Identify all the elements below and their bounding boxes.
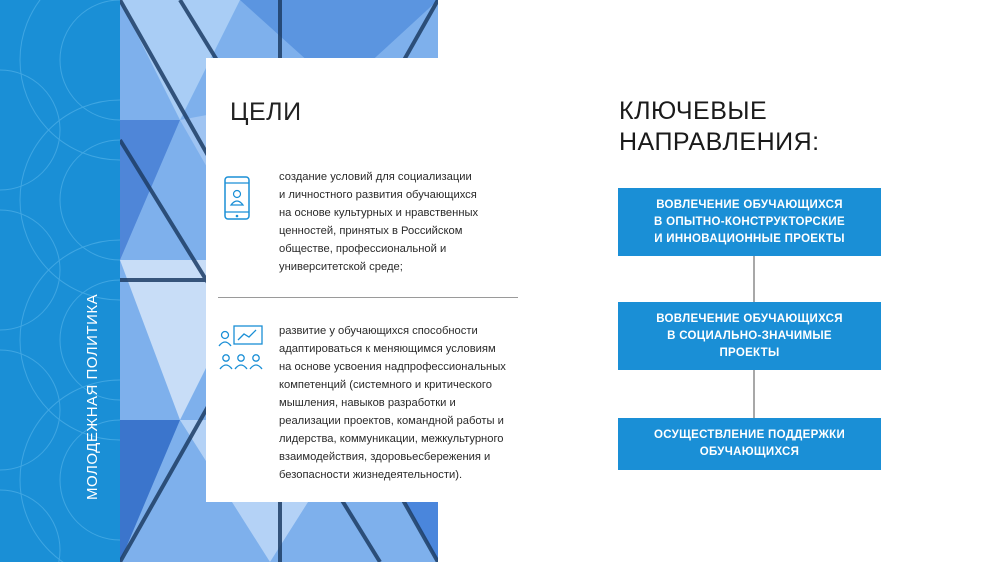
direction-box-social: ВОВЛЕЧЕНИЕ ОБУЧАЮЩИХСЯ В СОЦИАЛЬНО-ЗНАЧИМЫЕ ПРОЕКТЫ (618, 302, 881, 370)
presentation-team-icon (218, 324, 264, 374)
side-title: МОЛОДЕЖНАЯ ПОЛИТИКА (84, 293, 101, 500)
direction-box-support: ОСУЩЕСТВЛЕНИЕ ПОДДЕРЖКИ ОБУЧАЮЩИХСЯ (618, 418, 881, 470)
connector-line (753, 370, 755, 418)
goal-text: создание условий для социализации и личностного развития обучающихся на основе культурных и нравственных ценностей, принятых в Российском обществе, профессиональной и университетской среде; (279, 171, 479, 273)
smartphone-user-icon (224, 176, 250, 220)
direction-box-innovation: ВОВЛЕЧЕНИЕ ОБУЧАЮЩИХСЯ В ОПЫТНО-КОНСТРУКТОРСКИЕ И ИННОВАЦИОННЫЕ ПРОЕКТЫ (618, 188, 881, 256)
left-band (0, 0, 120, 562)
goals-card (206, 58, 524, 502)
goal-text: развитие у обучающихся способности адаптироваться к меняющимся условиям на основе усвоения надпрофессиональных компетенций (системного и критического мышления, навыков разработки и реализации проектов, командной работы и лидерства, коммуникации, межкультурного взаимодействия, здоровьесбережения и безопасности жизнедеятельности). (279, 325, 506, 481)
divider (218, 297, 518, 298)
goals-title: ЦЕЛИ (230, 98, 302, 126)
directions-title: КЛЮЧЕВЫЕ НАПРАВЛЕНИЯ: (619, 97, 820, 156)
arc-pattern (0, 0, 120, 562)
connector-line (753, 256, 755, 302)
